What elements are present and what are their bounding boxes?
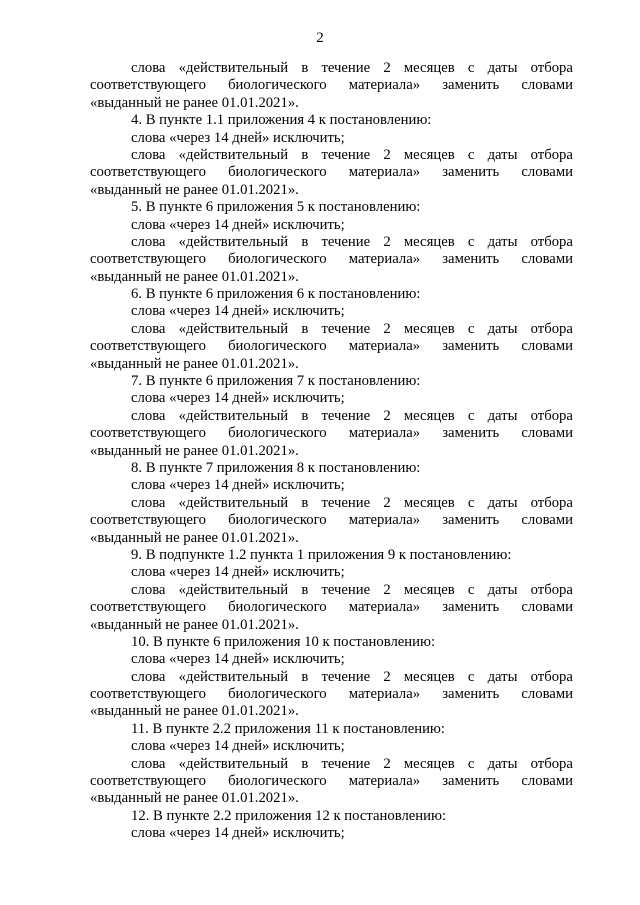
text-line-justified (90, 60, 573, 77)
word: заменить (442, 251, 500, 268)
word: течение (321, 755, 371, 772)
word: течение (321, 581, 371, 598)
word: месяцев (403, 233, 455, 250)
word: материала» (348, 512, 421, 529)
word: материала» (348, 599, 421, 616)
word: в (301, 320, 309, 337)
word: в (301, 668, 309, 685)
word: 2 (383, 146, 391, 163)
word: с (467, 755, 475, 772)
word: с (467, 581, 475, 598)
word: словами (521, 164, 573, 181)
word: материала» (348, 77, 421, 94)
document-body (90, 60, 573, 843)
word: в (301, 233, 309, 250)
word: словами (521, 338, 573, 355)
word: отбора (530, 320, 573, 337)
text-line-justified (90, 251, 573, 268)
word: «действительный (178, 60, 289, 76)
word: течение (321, 494, 371, 511)
word: месяцев (403, 668, 455, 685)
word: даты (487, 146, 518, 163)
word: даты (487, 581, 518, 598)
word: материала» (348, 251, 421, 268)
word: слова (131, 146, 166, 163)
paragraph-line: слова «через 14 дней» исключить; (131, 390, 345, 407)
text-line: «выданный не ранее 01.01.2021». (90, 94, 299, 111)
paragraph-line: 7. В пункте 6 приложения 7 к постановлению: (131, 373, 421, 390)
paragraph-line: слова «через 14 дней» исключить; (131, 303, 345, 320)
word: заменить (442, 599, 500, 616)
word: биологического (228, 164, 327, 181)
word: словами (521, 773, 573, 790)
word: словами (521, 425, 573, 442)
word: даты (487, 60, 518, 76)
word: «действительный (178, 407, 289, 424)
word: биологического (228, 599, 327, 616)
word: в (301, 60, 309, 76)
paragraph-line: слова «через 14 дней» исключить; (131, 651, 345, 668)
word: слова (131, 581, 166, 598)
word: отбора (530, 494, 573, 511)
word: месяцев (403, 60, 455, 76)
text-line: «выданный не ранее 01.01.2021». (90, 181, 299, 198)
word: даты (487, 233, 518, 250)
word: месяцев (403, 755, 455, 772)
word: «действительный (178, 233, 289, 250)
word: материала» (348, 164, 421, 181)
word: соответствующего (90, 338, 206, 355)
word: в (301, 407, 309, 424)
text-line: «выданный не ранее 01.01.2021». (90, 442, 299, 459)
word: биологического (228, 338, 327, 355)
word: «действительный (178, 581, 289, 598)
word: в (301, 494, 309, 511)
word: биологического (228, 773, 327, 790)
word: с (467, 320, 475, 337)
paragraph-line: слова «через 14 дней» исключить; (131, 129, 345, 146)
text-line-justified (90, 338, 573, 355)
word: «действительный (178, 668, 289, 685)
word: даты (487, 755, 518, 772)
word: биологического (228, 425, 327, 442)
page-number: 2 (316, 30, 324, 46)
word: слова (131, 407, 166, 424)
word: отбора (530, 755, 573, 772)
word: заменить (442, 425, 500, 442)
word: заменить (442, 77, 500, 94)
word: соответствующего (90, 773, 206, 790)
word: материала» (348, 425, 421, 442)
word: отбора (530, 668, 573, 685)
word: месяцев (403, 494, 455, 511)
word: биологического (228, 77, 327, 94)
word: слова (131, 668, 166, 685)
word: словами (521, 599, 573, 616)
paragraph-line: слова «через 14 дней» исключить; (131, 564, 345, 581)
word: 2 (383, 581, 391, 598)
paragraph-line: 11. В пункте 2.2 приложения 11 к постановлению: (131, 720, 445, 737)
word: биологического (228, 512, 327, 529)
text-line: «выданный не ранее 01.01.2021». (90, 268, 299, 285)
word: месяцев (403, 146, 455, 163)
word: даты (487, 320, 518, 337)
text-line-justified (90, 512, 573, 529)
word: в (301, 755, 309, 772)
word: соответствующего (90, 512, 206, 529)
word: «действительный (178, 494, 289, 511)
text-line-justified (90, 599, 573, 616)
word: соответствующего (90, 425, 206, 442)
word: 2 (383, 755, 391, 772)
word: соответствующего (90, 686, 206, 703)
word: слова (131, 494, 166, 511)
word: в (301, 581, 309, 598)
word: слова (131, 320, 166, 337)
word: в (301, 146, 309, 163)
word: с (467, 146, 475, 163)
word: с (467, 668, 475, 685)
paragraph-line: слова «через 14 дней» исключить; (131, 738, 345, 755)
paragraph-line: слова «через 14 дней» исключить; (131, 216, 345, 233)
word: материала» (348, 773, 421, 790)
word: с (467, 407, 475, 424)
word: биологического (228, 251, 327, 268)
word: словами (521, 512, 573, 529)
paragraph-line: 4. В пункте 1.1 приложения 4 к постановлению: (131, 112, 432, 129)
text-line: «выданный не ранее 01.01.2021». (90, 790, 299, 807)
paragraph-line: слова «через 14 дней» исключить; (131, 477, 345, 494)
paragraph-line: 6. В пункте 6 приложения 6 к постановлению: (131, 286, 421, 303)
word: 2 (383, 60, 391, 76)
text-line: «выданный не ранее 01.01.2021». (90, 355, 299, 372)
word: месяцев (403, 320, 455, 337)
word: заменить (442, 686, 500, 703)
word: соответствующего (90, 77, 206, 94)
word: с (467, 60, 475, 76)
word: заменить (442, 164, 500, 181)
word: соответствующего (90, 164, 206, 181)
word: даты (487, 668, 518, 685)
text-line-justified (90, 756, 573, 773)
paragraph-line: 10. В пункте 6 приложения 10 к постановлению: (131, 633, 436, 650)
text-line: «выданный не ранее 01.01.2021». (90, 616, 299, 633)
word: словами (521, 686, 573, 703)
word: заменить (442, 512, 500, 529)
word: слова (131, 60, 166, 76)
word: течение (321, 60, 371, 76)
word: «действительный (178, 146, 289, 163)
word: с (467, 494, 475, 511)
word: течение (321, 407, 371, 424)
word: течение (321, 146, 371, 163)
word: материала» (348, 338, 421, 355)
word: «действительный (178, 320, 289, 337)
text-line-justified (90, 773, 573, 790)
word: биологического (228, 686, 327, 703)
word: месяцев (403, 581, 455, 598)
word: «действительный (178, 755, 289, 772)
paragraph-line: 5. В пункте 6 приложения 5 к постановлению: (131, 199, 421, 216)
word: течение (321, 233, 371, 250)
text-line-justified (90, 582, 573, 599)
paragraph-line: 12. В пункте 2.2 приложения 12 к постановлению: (131, 807, 447, 824)
word: даты (487, 407, 518, 424)
text-line-justified (90, 669, 573, 686)
word: с (467, 233, 475, 250)
word: отбора (530, 146, 573, 163)
word: течение (321, 320, 371, 337)
text-line-justified (90, 77, 573, 94)
word: 2 (383, 668, 391, 685)
text-line-justified (90, 686, 573, 703)
text-line: «выданный не ранее 01.01.2021». (90, 529, 299, 546)
word: 2 (383, 407, 391, 424)
word: соответствующего (90, 251, 206, 268)
text-line-justified (90, 425, 573, 442)
word: соответствующего (90, 599, 206, 616)
word: отбора (530, 581, 573, 598)
word: материала» (348, 686, 421, 703)
word: течение (321, 668, 371, 685)
word: словами (521, 77, 573, 94)
word: 2 (383, 494, 391, 511)
word: 2 (383, 233, 391, 250)
word: месяцев (403, 407, 455, 424)
paragraph-line: слова «через 14 дней» исключить; (131, 825, 345, 842)
word: словами (521, 251, 573, 268)
word: слова (131, 755, 166, 772)
text-line-justified (90, 408, 573, 425)
word: заменить (442, 773, 500, 790)
text-line-justified (90, 234, 573, 251)
word: слова (131, 233, 166, 250)
word: 2 (383, 320, 391, 337)
word: отбора (530, 407, 573, 424)
paragraph-line: 8. В пункте 7 приложения 8 к постановлению: (131, 459, 421, 476)
text-line-justified (90, 147, 573, 164)
text-line-justified (90, 321, 573, 338)
word: отбора (530, 233, 573, 250)
text-line-justified (90, 164, 573, 181)
word: даты (487, 494, 518, 511)
word: заменить (442, 338, 500, 355)
word: отбора (530, 60, 573, 76)
text-line-justified (90, 495, 573, 512)
text-line: «выданный не ранее 01.01.2021». (90, 703, 299, 720)
paragraph-line: 9. В подпункте 1.2 пункта 1 приложения 9 к постановлению: (131, 546, 512, 563)
